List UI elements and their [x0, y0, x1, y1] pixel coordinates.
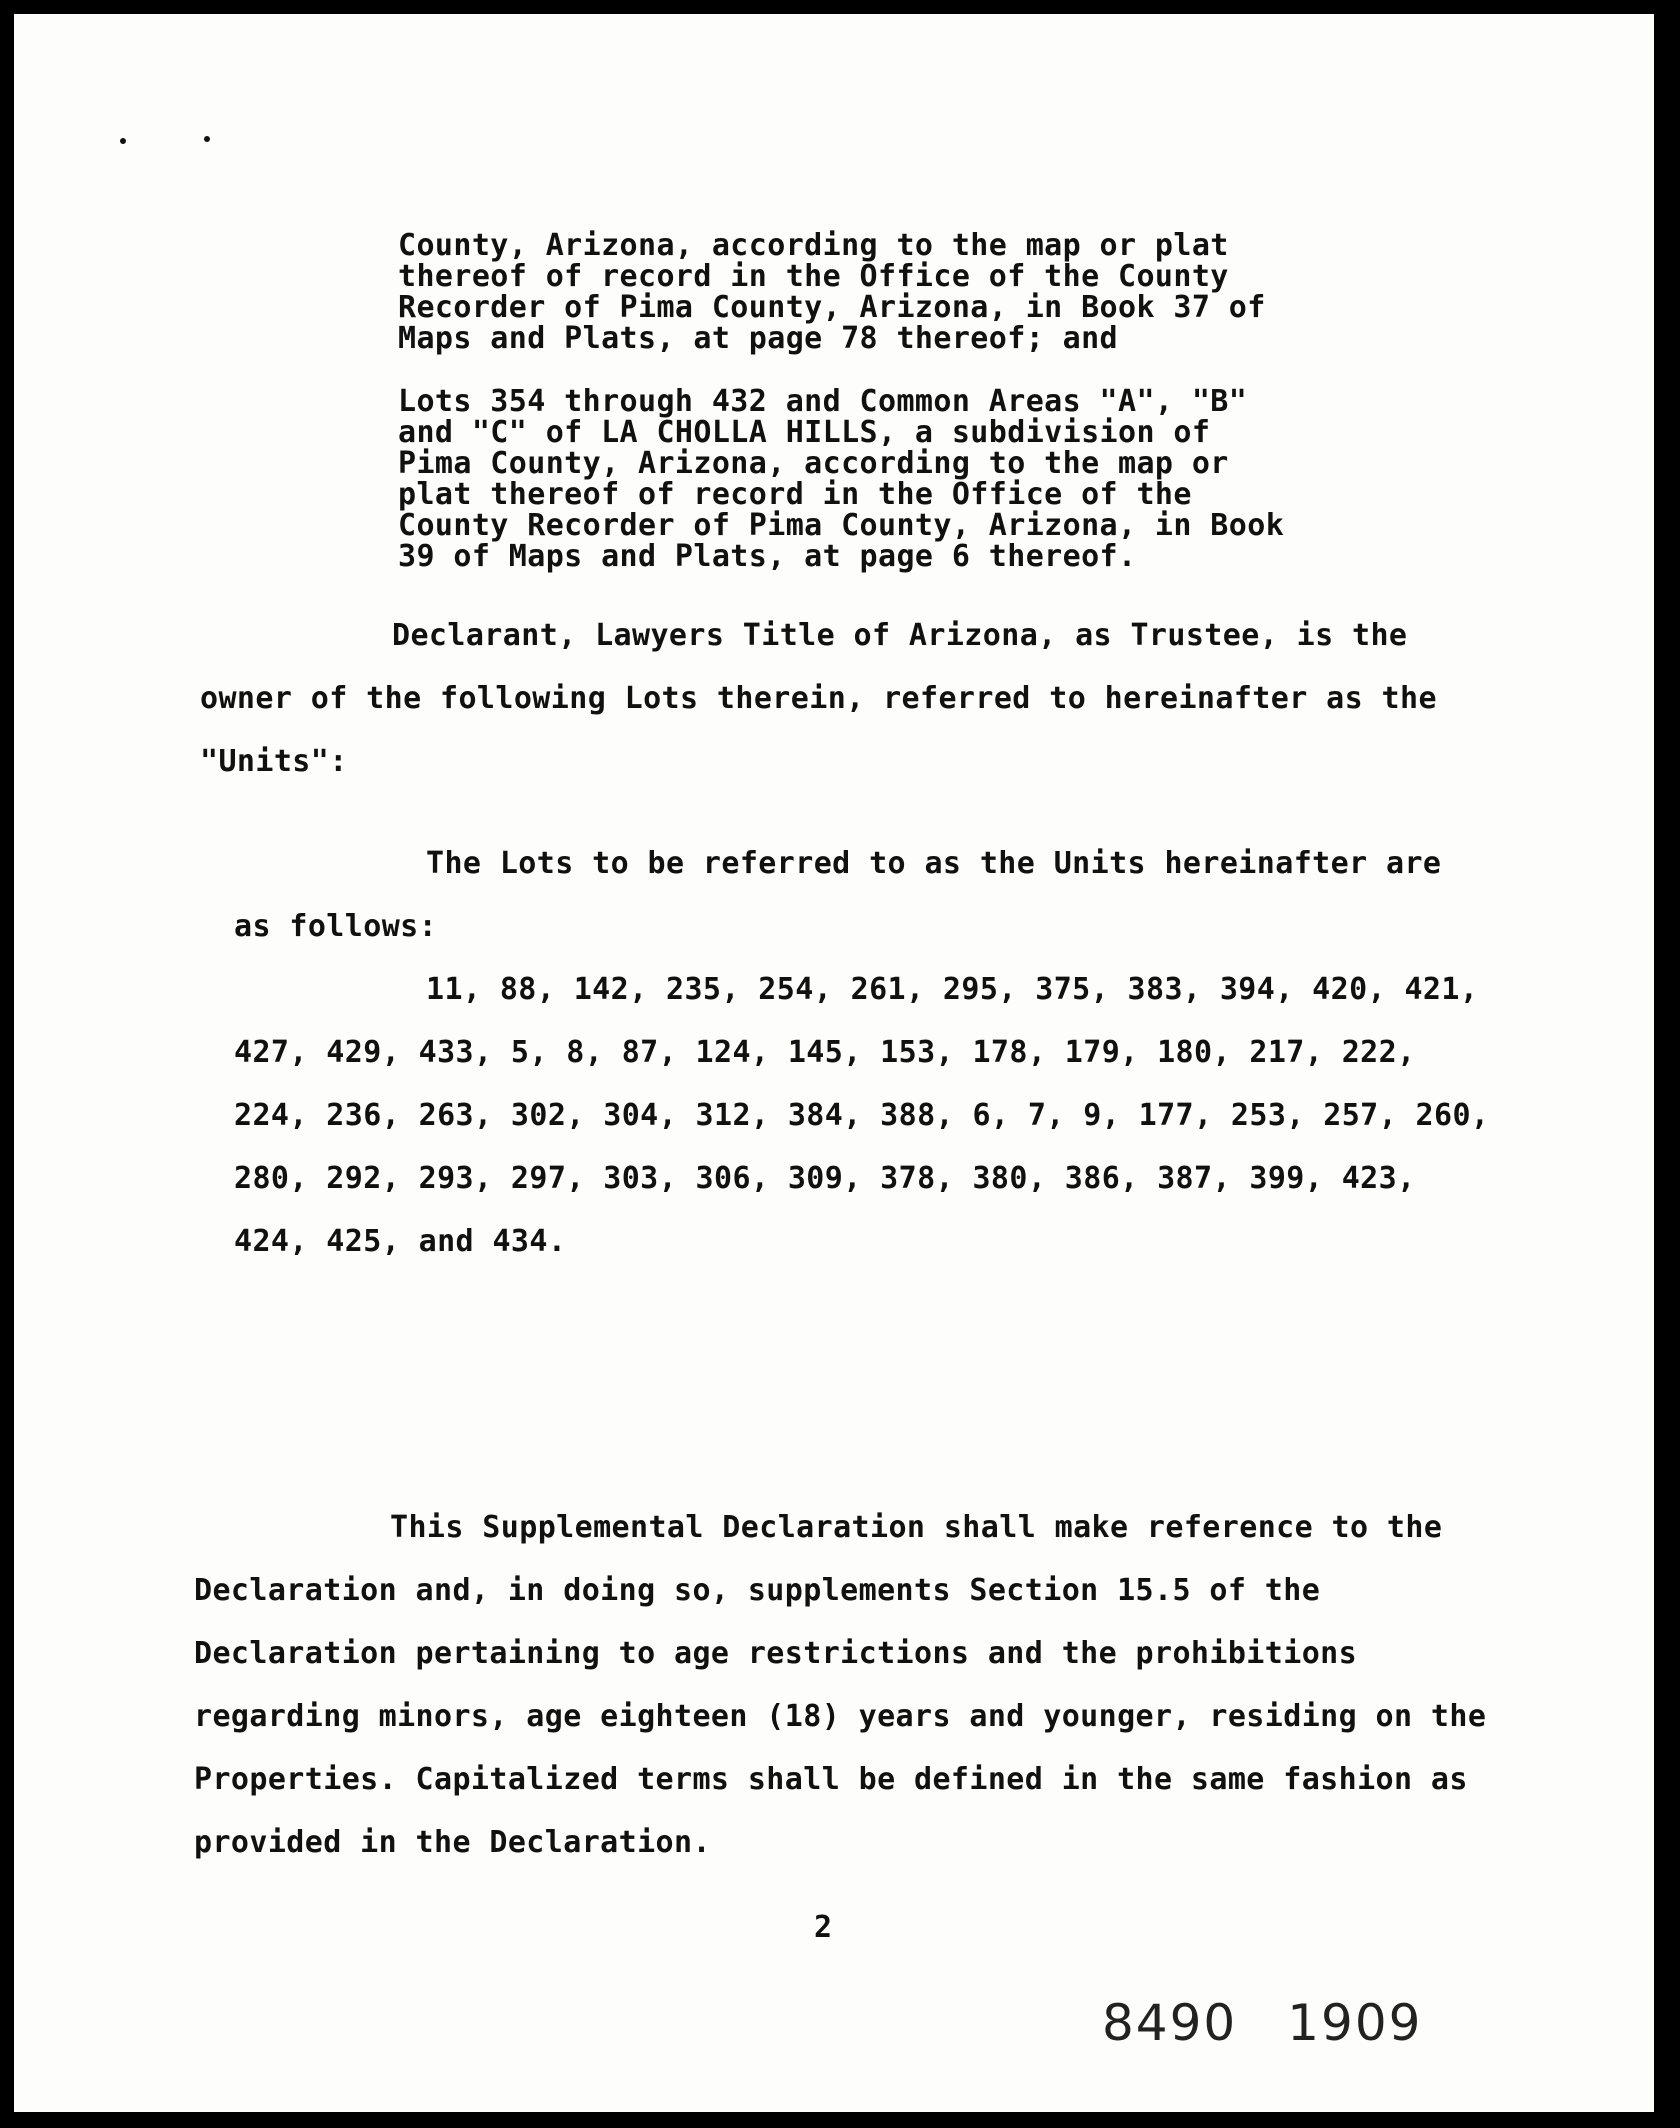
legal-description-paragraph-2: [398, 386, 1298, 572]
supplemental-declaration-paragraph: [194, 1496, 1488, 1874]
margin-dot: [120, 138, 126, 144]
legal-description-text: County, Arizona, according to the map or plat thereof of record in the Office of the County Recorder of Pima County, Arizona, in Book 37 of Maps and Plats, at page 78 thereof; and: [398, 228, 1266, 356]
units-list: [234, 958, 1504, 1273]
page-number: 2: [814, 1910, 833, 1945]
supplemental-text: This Supplemental Declaration shall make reference to the Declaration and, in doing so, supplements Section 15.5 of the Declaration pertaining to age restrictions and the prohibitions regarding minors, age eighteen (18) years and younger, residing on the Properties. Capitalized terms shall be defined in the same fashion as provided in the Declaration.: [194, 1510, 1487, 1860]
units-list-text: 11, 88, 142, 235, 254, 261, 295, 375, 383, 394, 420, 421, 427, 429, 433, 5, 8, 87, 124, 145, 153, 178, 179, 180, 217, 222, 224, 236, 263, 302, 304, 312, 384, 388, 6, 7, 9, 177, 253, 257, 260, 280, 292, 293, 297, 303, 306, 309, 378, 380, 386, 387, 399, 423, 424, 425, and 434.: [234, 972, 1490, 1259]
units-intro: [234, 832, 1474, 958]
units-intro-text: The Lots to be referred to as the Units hereinafter are as follows:: [234, 846, 1442, 944]
recording-stamp: [1102, 1994, 1423, 2052]
owner-statement-text: Declarant, Lawyers Title of Arizona, as Trustee, is the owner of the following Lots therein, referred to hereinafter as the "Units":: [200, 618, 1437, 779]
document-page: [14, 14, 1654, 2112]
stamp-page: 1909: [1287, 1994, 1423, 2052]
margin-dot: [204, 136, 210, 142]
legal-description-paragraph-1: [398, 230, 1298, 354]
stamp-docket: 8490: [1102, 1994, 1238, 2052]
lots-description-text: Lots 354 through 432 and Common Areas "A", "B" and "C" of LA CHOLLA HILLS, a subdivision of Pima County, Arizona, according to the map or plat thereof of record in the Office of the County Recorder of Pima County, Arizona, in Book 39 of Maps and Plats, at page 6 thereof.: [398, 384, 1285, 574]
owner-statement: [200, 604, 1484, 793]
